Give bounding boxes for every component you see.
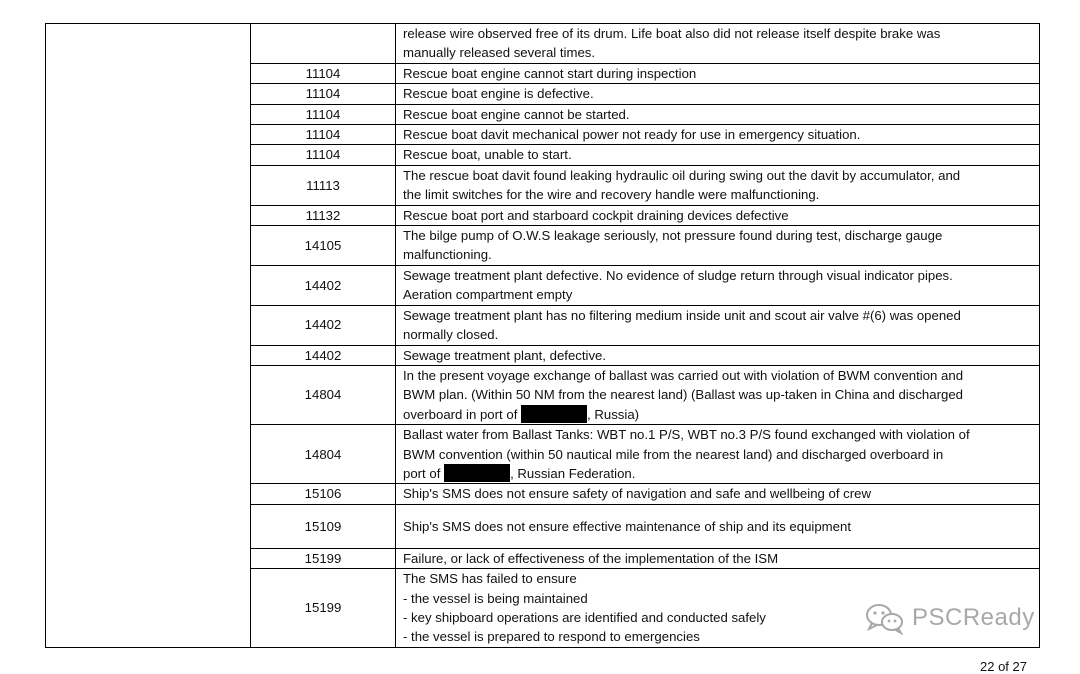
deficiency-code: 11104	[251, 84, 396, 104]
deficiency-description	[396, 125, 1040, 145]
description-line: BWM convention (within 50 nautical mile from the nearest land) and discharged overboard in	[403, 446, 944, 462]
description-line: - the vessel is prepared to respond to emergencies	[403, 629, 700, 645]
description-line: BWM plan. (Within 50 NM from the nearest land) (Ballast was up-taken in China and discharged	[403, 387, 963, 403]
description-line: Sewage treatment plant, defective.	[403, 347, 607, 363]
deficiency-description	[396, 104, 1040, 124]
deficiency-description	[396, 365, 1040, 424]
deficiency-code: 15106	[251, 484, 396, 504]
deficiency-description	[396, 548, 1040, 568]
description-line: release wire observed free of its drum. Life boat also did not release itself despite brake was	[403, 26, 941, 41]
deficiency-description	[396, 504, 1040, 548]
description-line: The bilge pump of O.W.S leakage seriously, not pressure found during test, discharge gauge	[403, 228, 943, 244]
redaction-box	[444, 464, 510, 482]
description-line: Aeration compartment empty	[403, 287, 573, 303]
deficiency-code: 14105	[251, 226, 396, 266]
watermark-text: PSCReady	[912, 604, 1035, 631]
deficiency-code: 11132	[251, 205, 396, 225]
description-line: Rescue boat davit mechanical power not ready for use in emergency situation.	[403, 127, 861, 143]
description-line: Sewage treatment plant defective. No evidence of sludge return through visual indicator pipes.	[403, 267, 953, 283]
description-line: The rescue boat davit found leaking hydraulic oil during swing out the davit by accumulator, and	[403, 167, 961, 183]
redaction-box	[521, 405, 587, 423]
description-line: - the vessel is being maintained	[403, 590, 588, 606]
deficiency-code: 14402	[251, 265, 396, 305]
table-row	[46, 24, 1040, 64]
deficiency-description	[396, 165, 1040, 205]
redacted-line	[403, 464, 1032, 483]
deficiency-table	[45, 23, 1040, 648]
redacted-line-after: , Russia)	[587, 406, 640, 422]
description-line: Rescue boat port and starboard cockpit draining devices defective	[403, 207, 789, 223]
page-number: 22 of 27	[980, 659, 1027, 674]
deficiency-code	[251, 24, 396, 64]
description-line: Rescue boat engine cannot be started.	[403, 106, 630, 122]
wechat-icon	[864, 601, 906, 635]
description-line: malfunctioning.	[403, 247, 492, 263]
redacted-line-after: , Russian Federation.	[510, 465, 636, 481]
deficiency-description	[396, 205, 1040, 225]
description-line: Failure, or lack of effectiveness of the implementation of the ISM	[403, 550, 779, 566]
deficiency-description	[396, 345, 1040, 365]
description-line: Ballast water from Ballast Tanks: WBT no.1 P/S, WBT no.3 P/S found exchanged with violation of	[403, 427, 970, 443]
description-line: Ship's SMS does not ensure effective maintenance of ship and its equipment	[403, 518, 851, 534]
deficiency-code: 11104	[251, 104, 396, 124]
deficiency-code: 14402	[251, 345, 396, 365]
deficiency-description	[396, 145, 1040, 165]
deficiency-code: 14804	[251, 365, 396, 424]
deficiency-description	[396, 305, 1040, 345]
description-line: manually released several times.	[403, 45, 596, 61]
deficiency-description	[396, 84, 1040, 104]
deficiency-description	[396, 24, 1040, 64]
deficiency-code: 11104	[251, 145, 396, 165]
deficiency-code: 14402	[251, 305, 396, 345]
deficiency-description	[396, 226, 1040, 266]
description-line: Sewage treatment plant has no filtering medium inside unit and scout air valve #(6) was opened	[403, 307, 961, 323]
description-line: - key shipboard operations are identified and conducted safely	[403, 609, 766, 625]
blank-column-cell	[46, 24, 251, 648]
deficiency-description	[396, 63, 1040, 83]
deficiency-description	[396, 265, 1040, 305]
description-line: Rescue boat engine is defective.	[403, 86, 594, 102]
description-line: Ship's SMS does not ensure safety of navigation and safe and wellbeing of crew	[403, 486, 872, 502]
deficiency-code: 11113	[251, 165, 396, 205]
watermark	[864, 601, 1035, 635]
deficiency-description	[396, 484, 1040, 504]
deficiency-description	[396, 425, 1040, 484]
deficiency-code: 11104	[251, 63, 396, 83]
description-line: The SMS has failed to ensure	[403, 571, 577, 587]
redacted-line-before: overboard in port of	[403, 406, 522, 422]
table-body	[46, 24, 1040, 648]
deficiency-code: 15199	[251, 548, 396, 568]
description-line: the limit switches for the wire and recovery handle were malfunctioning.	[403, 187, 820, 203]
deficiency-code: 14804	[251, 425, 396, 484]
deficiency-code: 15199	[251, 569, 396, 648]
description-line: Rescue boat, unable to start.	[403, 147, 572, 163]
description-line: normally closed.	[403, 327, 499, 343]
redacted-line	[403, 405, 1032, 424]
deficiency-code: 15109	[251, 504, 396, 548]
redacted-line-before: port of	[403, 465, 445, 481]
deficiency-code: 11104	[251, 125, 396, 145]
description-line: Rescue boat engine cannot start during inspection	[403, 65, 697, 81]
description-line: In the present voyage exchange of ballast was carried out with violation of BWM convention and	[403, 367, 964, 383]
